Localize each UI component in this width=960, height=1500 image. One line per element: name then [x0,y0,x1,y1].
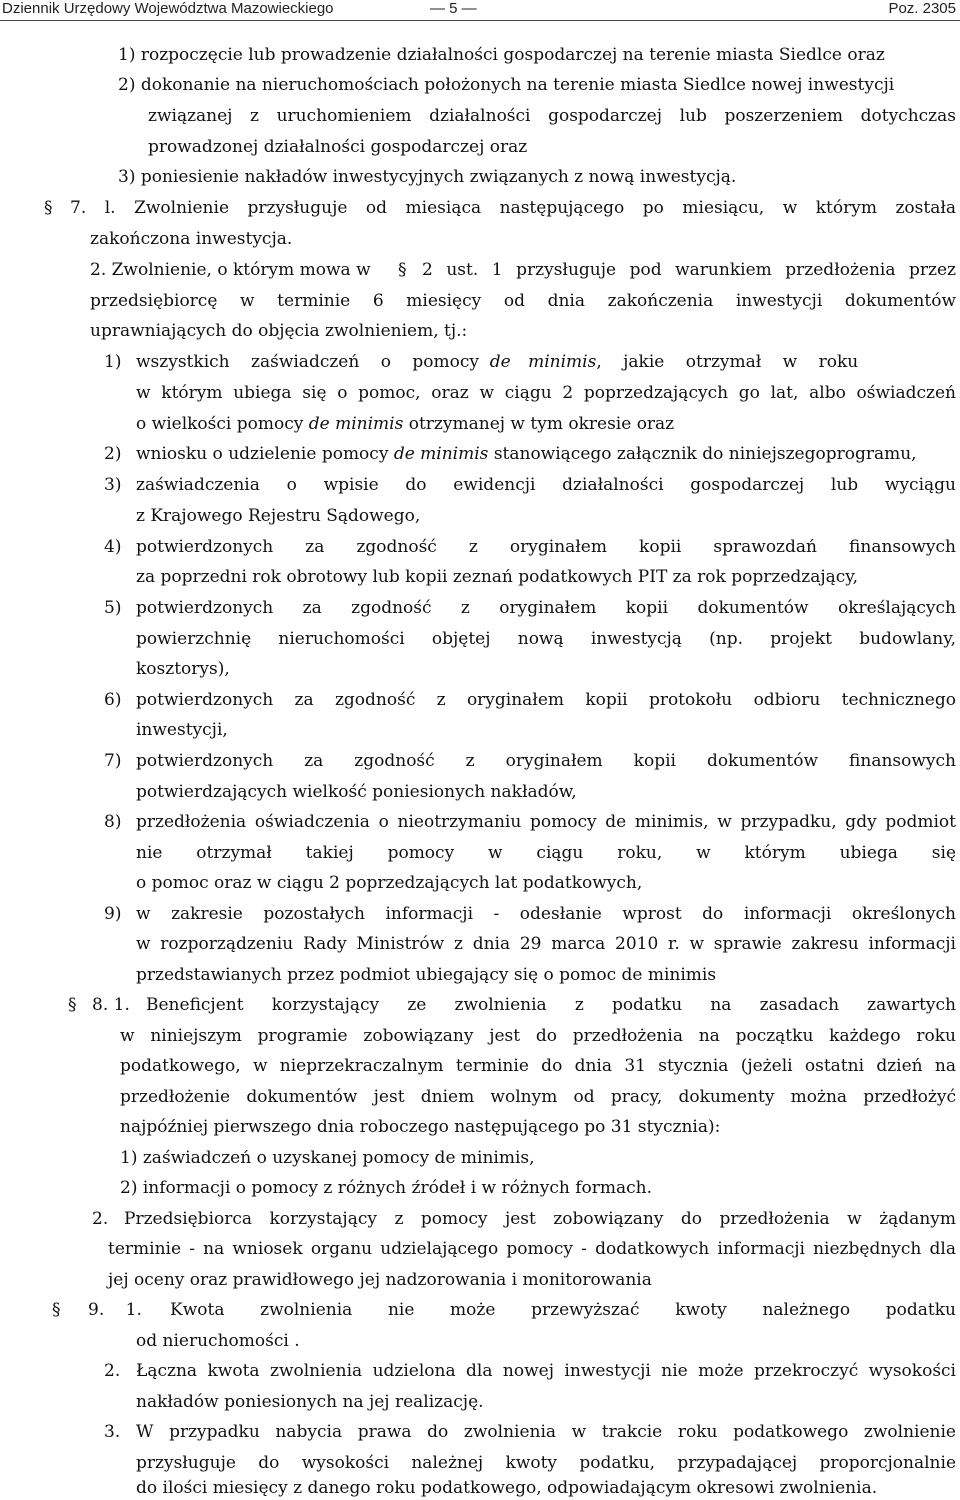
text-line: terminie - na wniosek organu udzielającego pomocy - dodatkowych informacji niezbędnych dla [108,1239,956,1259]
text-line: 7. l. Zwolnienie przysługuje od miesiąca następującego po miesiącu, w którym została [70,198,956,218]
text-line: do ilości miesięcy z danego roku podatkowego, odpowiadającym okresowi zwolnienia. [136,1478,878,1498]
section-symbol: § [398,260,407,280]
text-line: nakładów poniesionych na jej realizację. [136,1392,484,1412]
text-line: z Krajowego Rejestru Sądowego, [136,506,421,526]
text-line: w rozporządzeniu Rady Ministrów z dnia 29 marca 2010 r. w sprawie zakresu informacji [136,934,956,954]
text-line: 2 ust. 1 przysługuje pod warunkiem przedłożenia przez [422,260,956,280]
text-line [136,443,917,465]
italic-term: de minimis [489,352,597,372]
section-symbol: § [52,1300,61,1320]
section-number: 8. 1. [92,995,130,1015]
list-number: 1) [104,352,122,372]
list-number: 5) [104,598,122,618]
text-line: prowadzonej działalności gospodarczej oraz [148,137,528,157]
text-line: potwierdzających wielkość poniesionych nakładów, [136,782,577,802]
section-number: 3. [104,1422,121,1442]
text-line: potwierdzonych za zgodność z oryginałem kopii protokołu odbioru technicznego [136,690,956,710]
text-line: przedsiębiorcę w terminie 6 miesięcy od dnia zakończenia inwestycji dokumentów [90,291,956,311]
section-number: 2. [104,1361,121,1381]
text-line: kosztorys), [136,659,230,679]
text-line: potwierdzonych za zgodność z oryginałem kopii dokumentów określających [136,598,956,618]
text-line: potwierdzonych za zgodność z oryginałem kopii sprawozdań finansowych [136,537,956,557]
text-line: inwestycji, [136,720,228,740]
header-divider [0,20,960,21]
list-number: 3) [104,475,122,495]
text-line: Przedsiębiorca korzystający z pomocy jest zobowiązany do przedłożenia w żądanym [124,1209,956,1229]
text-line: powierzchnię nieruchomości objętej nową inwestycją (np. projekt budowlany, [136,629,956,649]
text-line: w którym ubiega się o pomoc, oraz w ciągu 2 poprzedzających go lat, albo oświadczeń [136,383,956,403]
text-line: 1) rozpoczęcie lub prowadzenie działalności gospodarczej na terenie miasta Siedlce oraz [118,45,885,65]
text-line: 2) dokonanie na nieruchomościach położonych na terenie miasta Siedlce nowej inwestycji [118,75,895,95]
text-line [136,351,956,373]
text-line: podatkowego, w nieprzekraczalnym terminie do dnia 31 stycznia (jeżeli ostatni dzień na [120,1056,956,1076]
text-line: W przypadku nabycia prawa do zwolnienia w trakcie roku podatkowego zwolnienie [136,1422,956,1442]
text-line: nie otrzymał takiej pomocy w ciągu roku, w którym ubiega się [136,843,956,863]
text-line: potwierdzonych za zgodność z oryginałem kopii dokumentów finansowych [136,751,956,771]
list-number: 4) [104,537,122,557]
text-line: za poprzedni rok obrotowy lub kopii zeznań podatkowych PIT za rok poprzedzający, [136,567,859,587]
journal-title: Dziennik Urzędowy Województwa Mazowieckiego [2,0,334,17]
text-span: stanowiącego załącznik do niniejszegoprogramu, [493,444,917,464]
text-line: najpóźniej pierwszego dnia roboczego następującego po 31 stycznia): [120,1117,721,1137]
page-number: — 5 — [430,0,477,17]
section-number: 9. 1. [88,1300,142,1320]
text-line: Łączna kwota zwolnienia udzielona dla nowej inwestycji nie może przekroczyć wysokości [136,1361,956,1381]
text-line: o pomoc oraz w ciągu 2 poprzedzających lat podatkowych, [136,873,643,893]
text-line: zaświadczenia o wpisie do ewidencji działalności gospodarczej lub wyciągu [136,475,956,495]
page-header [0,0,960,20]
text-line: przysługuje do wysokości należnej kwoty podatku, przypadającej proporcjonalnie [136,1453,956,1473]
text-line: związanej z uruchomieniem działalności gospodarczej lub poszerzeniem dotychczas [148,106,956,126]
text-span: otrzymanej w tym okresie oraz [408,414,675,434]
text-line: w zakresie pozostałych informacji - odesłanie wprost do informacji określonych [136,904,956,924]
list-number: 7) [104,751,122,771]
text-line: przedłożenie dokumentów jest dniem wolnym od pracy, dokumenty można przedłożyć [120,1087,956,1107]
text-span: o wielkości pomocy [136,414,304,434]
text-span: wszystkich zaświadczeń o pomocy [136,352,479,372]
section-number: 2. [92,1209,109,1229]
text-line: Kwota zwolnienia nie może przewyższać kwoty należnego podatku [170,1300,956,1320]
list-number: 9) [104,904,122,924]
text-line: 1) zaświadczeń o uzyskanej pomocy de minimis, [120,1148,535,1168]
italic-term: de minimis [308,414,404,434]
text-span: , jakie otrzymał w roku [596,352,859,372]
text-line: od nieruchomości . [136,1331,300,1351]
text-line: uprawniających do objęcia zwolnieniem, tj.: [90,321,468,341]
list-number: 6) [104,690,122,710]
text-line: w niniejszym programie zobowiązany jest do przedłożenia na początku każdego roku [120,1026,956,1046]
text-line [136,413,674,435]
text-span: wniosku o udzielenie pomocy [136,444,389,464]
section-symbol: § [44,198,53,218]
list-number: 8) [104,812,122,832]
list-number: 2) [104,444,122,464]
position-number: Poz. 2305 [888,0,956,17]
text-line: jej oceny oraz prawidłowego jej nadzorowania i monitorowania [108,1270,652,1290]
text-line: 2) informacji o pomocy z różnych źródeł i w różnych formach. [120,1178,653,1198]
text-line: Beneficjent korzystający ze zwolnienia z podatku na zasadach zawartych [146,995,956,1015]
text-line: przedstawianych przez podmiot ubiegający się o pomoc de minimis [136,965,717,985]
section-symbol: § [68,995,77,1015]
text-line: przedłożenia oświadczenia o nieotrzymaniu pomocy de minimis, w przypadku, gdy podmiot [136,812,956,832]
text-line: 2. Zwolnienie, o którym mowa w [90,260,371,280]
italic-term: de minimis [393,444,489,464]
text-line: 3) poniesienie nakładów inwestycyjnych związanych z nową inwestycją. [118,167,737,187]
text-line: zakończona inwestycja. [90,229,293,249]
